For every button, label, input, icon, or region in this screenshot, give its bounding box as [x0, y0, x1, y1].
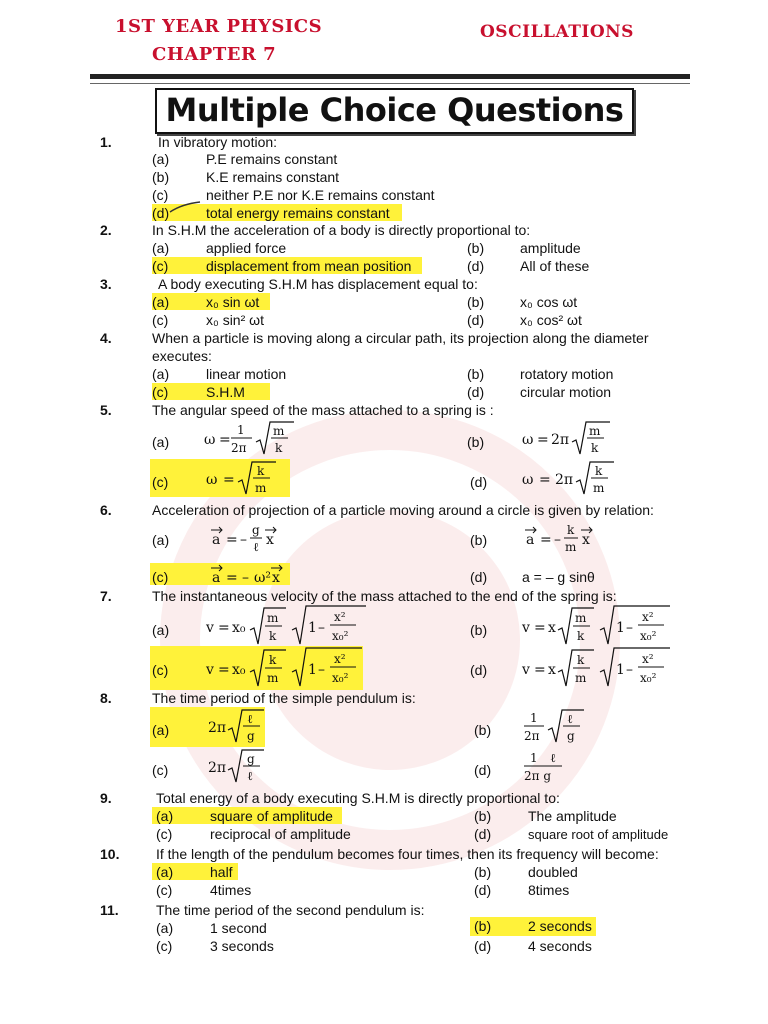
question-number: 1. — [100, 134, 112, 150]
vector-a: a — [212, 570, 221, 586]
option-label: (c) — [152, 569, 169, 585]
numerator: 1 — [530, 711, 538, 725]
option-label: (a) — [152, 366, 170, 382]
numerator: k — [595, 464, 603, 478]
topic-title: OSCILLATIONS — [480, 22, 634, 42]
option-label: (b) — [474, 808, 492, 824]
option-text: x₀ sin² ωt — [206, 312, 264, 328]
equals-sign: = — [226, 532, 238, 548]
option-label: (a) — [152, 151, 170, 167]
question-number: 6. — [100, 502, 112, 518]
equals-sign: = — [223, 472, 235, 488]
option-label: (a) — [152, 622, 170, 638]
option-label: (b) — [474, 864, 492, 880]
equals-sign: = — [539, 472, 551, 488]
denominator: x₀² — [640, 629, 657, 643]
denominator: g — [567, 729, 575, 743]
minus-sign: – — [554, 532, 561, 548]
question-number: 11. — [100, 902, 119, 918]
formula-period-d — [524, 748, 584, 788]
vector-a: a — [526, 532, 535, 548]
denominator: ℓ — [247, 769, 253, 783]
option-label: (b) — [474, 918, 492, 934]
option-label: (d) — [474, 826, 492, 842]
omega-symbol: ω — [204, 432, 216, 448]
vector-x: x — [272, 570, 280, 586]
minus-sign: – — [626, 620, 633, 636]
formula-period-b — [524, 708, 604, 748]
option-label: (c) — [152, 258, 169, 274]
option-label: (d) — [470, 662, 488, 678]
formula-omega-d — [522, 460, 622, 500]
formula-accel-c — [210, 560, 300, 588]
denominator: x₀² — [640, 671, 657, 685]
option-label: (a) — [152, 240, 170, 256]
x0-symbol: x₀ — [232, 662, 246, 678]
two-pi: 2π — [208, 760, 227, 776]
header-rule — [90, 74, 690, 79]
formula-period-c — [208, 748, 278, 788]
page-title: Multiple Choice Questions — [155, 88, 634, 134]
denominator: k — [577, 629, 585, 643]
option-text: 8times — [528, 882, 570, 898]
numerator: 1 — [530, 751, 538, 765]
numerator: ℓ — [567, 712, 573, 726]
option-text: reciprocal of amplitude — [210, 826, 351, 842]
numerator: k — [567, 523, 575, 537]
option-text: 4 seconds — [528, 938, 592, 954]
denominator: m — [575, 671, 587, 685]
option-label: (b) — [152, 169, 170, 185]
question-text: Total energy of a body executing S.H.M is directly proportional to: — [156, 790, 560, 806]
vector-x: x — [266, 532, 274, 548]
numerator: ℓ — [247, 712, 253, 726]
option-text: 3 seconds — [210, 938, 274, 954]
option-label: (b) — [467, 434, 485, 450]
option-text: rotatory motion — [520, 366, 614, 382]
minus-sign: – — [318, 620, 325, 636]
option-label: (c) — [152, 474, 169, 490]
option-text: x₀ cos ωt — [520, 294, 578, 310]
numerator: m — [267, 611, 279, 625]
chapter-title: CHAPTER 7 — [152, 44, 277, 65]
one: 1 — [616, 662, 625, 678]
formula-accel-b — [524, 518, 614, 558]
question-text: The angular speed of the mass attached to a spring is : — [152, 402, 494, 418]
option-text: square root of amplitude — [528, 827, 669, 842]
question-text: When a particle is moving along a circular path, its projection along the diameter — [152, 330, 649, 346]
option-text: displacement from mean position — [206, 258, 412, 274]
option-label: (d) — [474, 762, 492, 778]
two-pi: 2π — [551, 432, 570, 448]
vector-x: x — [582, 532, 590, 548]
course-title: 1ST YEAR PHYSICS — [115, 16, 323, 37]
minus-sign: – — [318, 662, 325, 678]
option-label: (c) — [152, 384, 169, 400]
option-label: (d) — [470, 474, 488, 490]
denominator: m — [565, 540, 577, 554]
question-text: If the length of the pendulum becomes four times, then its frequency will become: — [156, 846, 659, 862]
option-text: square of amplitude — [210, 808, 333, 824]
denominator: k — [591, 441, 599, 455]
option-text: circular motion — [520, 384, 612, 400]
option-label: (a) — [152, 722, 170, 738]
option-label: (b) — [467, 240, 485, 256]
option-text: applied force — [206, 240, 287, 256]
header-rule-thin — [90, 83, 690, 84]
option-text: amplitude — [520, 240, 581, 256]
option-text: The amplitude — [528, 808, 617, 824]
option-label: (a) — [152, 294, 170, 310]
equals-sign: = — [534, 662, 546, 678]
numerator: m — [575, 611, 587, 625]
option-label: (d) — [470, 569, 488, 585]
equals-sign: = — [534, 620, 546, 636]
formula-velocity-d — [522, 646, 692, 690]
denominator: m — [267, 671, 279, 685]
numerator: k — [269, 653, 277, 667]
option-text: All of these — [520, 258, 590, 274]
question-number: 7. — [100, 588, 112, 604]
question-number: 4. — [100, 330, 112, 346]
formula-omega-c — [206, 460, 296, 500]
formula-accel-a — [210, 518, 300, 558]
numerator: 1 — [237, 423, 245, 437]
denominator: 2π g — [524, 769, 552, 783]
option-label: (a) — [156, 864, 174, 880]
question-number: 8. — [100, 690, 112, 706]
denominator: g — [247, 729, 255, 743]
question-text: In vibratory motion: — [158, 134, 278, 150]
minus-sign: – — [240, 532, 247, 548]
v-symbol: v — [206, 620, 214, 636]
equals-sign: = — [219, 432, 231, 448]
omega-symbol: ω — [206, 472, 218, 488]
minus-sign: – — [626, 662, 633, 678]
option-text: total energy remains constant — [206, 205, 390, 221]
numerator: x² — [642, 652, 654, 666]
option-label: (c) — [156, 882, 173, 898]
question-text: Acceleration of projection of a particle moving around a circle is given by relation: — [152, 502, 654, 518]
question-text: A body executing S.H.M has displacement equal to: — [158, 276, 478, 292]
numerator: m — [273, 424, 285, 438]
option-label: (b) — [470, 532, 488, 548]
v-symbol: v — [522, 620, 530, 636]
numerator: ℓ — [550, 751, 556, 765]
option-label: (d) — [467, 258, 485, 274]
numerator: g — [252, 523, 260, 537]
equals-sign: = — [226, 570, 238, 586]
option-text: 1 second — [210, 920, 267, 936]
option-label: (c) — [152, 312, 169, 328]
equals-sign: = — [540, 532, 552, 548]
option-label: (b) — [467, 366, 485, 382]
v-symbol: v — [206, 662, 214, 678]
denominator: k — [269, 629, 277, 643]
numerator: x² — [334, 652, 346, 666]
question-text: The instantaneous velocity of the mass attached to the end of the spring is: — [152, 588, 617, 604]
option-text: linear motion — [206, 366, 287, 382]
numerator: g — [247, 752, 255, 766]
equals-sign: = — [537, 432, 549, 448]
two-pi: 2π — [208, 720, 227, 736]
formula-velocity-b — [522, 604, 692, 648]
minus-sign: – — [242, 570, 249, 586]
option-label: (a) — [156, 808, 174, 824]
v-symbol: v — [522, 662, 530, 678]
check-mark-icon — [168, 200, 208, 220]
equals-sign: = — [218, 620, 230, 636]
denominator: m — [255, 481, 267, 495]
option-text: doubled — [528, 864, 578, 880]
option-label: (b) — [474, 722, 492, 738]
vector-a: a — [212, 532, 221, 548]
option-text: half — [210, 864, 233, 880]
question-number: 10. — [100, 846, 120, 862]
option-text: a = – g sinθ — [522, 569, 595, 585]
option-text: x₀ sin ωt — [206, 294, 260, 310]
option-label: (a) — [152, 532, 170, 548]
omega-symbol: ω — [522, 472, 534, 488]
option-label: (c) — [152, 662, 169, 678]
denominator: k — [275, 441, 283, 455]
formula-velocity-c — [206, 646, 376, 690]
option-text: K.E remains constant — [206, 169, 340, 185]
question-text: The time period of the second pendulum is: — [156, 902, 425, 918]
equals-sign: = — [218, 662, 230, 678]
x-symbol: x — [548, 620, 556, 636]
question-number: 5. — [100, 402, 112, 418]
question-text: In S.H.M the acceleration of a body is directly proportional to: — [152, 222, 531, 238]
formula-omega-a — [204, 420, 304, 460]
numerator: k — [257, 464, 265, 478]
option-label: (d) — [474, 938, 492, 954]
formula-omega-b — [522, 420, 622, 460]
denominator: x₀² — [332, 671, 349, 685]
option-text: S.H.M — [206, 384, 245, 400]
option-text: P.E remains constant — [206, 151, 338, 167]
one: 1 — [308, 662, 317, 678]
two-pi: 2π — [555, 472, 574, 488]
denominator: ℓ — [253, 540, 259, 554]
option-text: x₀ cos² ωt — [520, 312, 582, 328]
option-text: 2 seconds — [528, 918, 592, 934]
option-label: (c) — [152, 187, 169, 203]
x-symbol: x — [548, 662, 556, 678]
option-label: (c) — [156, 938, 173, 954]
question-text: The time period of the simple pendulum is: — [152, 690, 416, 706]
one: 1 — [616, 620, 625, 636]
omega-squared: ω² — [254, 570, 272, 586]
option-label: (a) — [152, 434, 170, 450]
question-number: 9. — [100, 790, 112, 806]
option-label: (d) — [152, 205, 170, 221]
option-label: (c) — [152, 762, 169, 778]
question-number: 3. — [100, 276, 112, 292]
denominator: 2π — [524, 729, 540, 743]
option-text: 4times — [210, 882, 252, 898]
formula-period-a — [208, 708, 278, 748]
numerator: x² — [334, 610, 346, 624]
x0-symbol: x₀ — [232, 620, 246, 636]
omega-symbol: ω — [522, 432, 534, 448]
question-text: executes: — [152, 348, 212, 364]
denominator: 2π — [231, 441, 247, 455]
one: 1 — [308, 620, 317, 636]
option-label: (b) — [470, 622, 488, 638]
option-label: (d) — [474, 882, 492, 898]
option-text: neither P.E nor K.E remains constant — [206, 187, 435, 203]
option-label: (b) — [467, 294, 485, 310]
denominator: m — [593, 481, 605, 495]
denominator: x₀² — [332, 629, 349, 643]
numerator: x² — [642, 610, 654, 624]
numerator: m — [589, 424, 601, 438]
numerator: k — [577, 653, 585, 667]
option-label: (d) — [467, 384, 485, 400]
option-label: (a) — [156, 920, 174, 936]
option-label: (d) — [467, 312, 485, 328]
question-number: 2. — [100, 222, 112, 238]
formula-velocity-a — [206, 604, 376, 648]
option-label: (c) — [156, 826, 173, 842]
